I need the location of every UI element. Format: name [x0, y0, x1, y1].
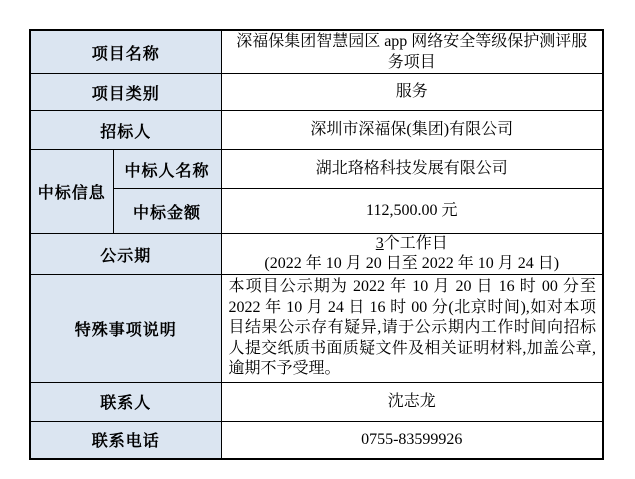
- award-announcement-table: [29, 29, 604, 460]
- row-tenderee: [30, 111, 603, 150]
- row-project-name: [30, 30, 603, 74]
- row-special-notes: [30, 275, 603, 383]
- winner-name-value: 湖北珞格科技发展有限公司: [221, 150, 603, 189]
- publicity-period-label: 公示期: [30, 234, 221, 275]
- project-name-value: 深福保集团智慧园区 app 网络安全等级保护测评服务项目: [221, 30, 603, 74]
- contact-phone-label: 联系电话: [30, 421, 221, 459]
- publicity-period-days-number: 3: [375, 235, 384, 252]
- winner-name-label: 中标人名称: [113, 150, 221, 189]
- special-notes-label: 特殊事项说明: [30, 275, 221, 383]
- contact-phone-value: 0755-83599926: [221, 421, 603, 459]
- row-contact-phone: [30, 421, 603, 459]
- special-notes-value: 本项目公示期为 2022 年 10 月 20 日 16 时 00 分至 2022 年 10 月 24 日 16 时 00 分(北京时间),如对本项目结果公示存有疑异,请于公示期内工作时间向招标人提交纸质书面质疑文件及相关证明材料,加盖公章,逾期不予受理。: [221, 275, 603, 383]
- project-name-label: 项目名称: [30, 30, 221, 74]
- contact-person-value: 沈志龙: [221, 382, 603, 421]
- publicity-period-value: [221, 234, 603, 275]
- publicity-period-days-text: 个工作日: [383, 235, 448, 252]
- award-amount-label: 中标金额: [113, 189, 221, 234]
- tenderee-label: 招标人: [30, 111, 221, 150]
- project-type-label: 项目类别: [30, 74, 221, 111]
- row-contact-person: [30, 382, 603, 421]
- tenderee-value: 深圳市深福保(集团)有限公司: [221, 111, 603, 150]
- award-amount-value: 112,500.00 元: [221, 189, 603, 234]
- publicity-period-duration: [222, 234, 603, 254]
- row-award-amount: [30, 189, 603, 234]
- contact-person-label: 联系人: [30, 382, 221, 421]
- project-type-value: 服务: [221, 74, 603, 111]
- row-project-type: [30, 74, 603, 111]
- award-info-label: 中标信息: [30, 150, 113, 234]
- publicity-period-date-range: (2022 年 10 月 20 日至 2022 年 10 月 24 日): [264, 255, 560, 272]
- row-publicity-period: [30, 234, 603, 275]
- row-winner-name: [30, 150, 603, 189]
